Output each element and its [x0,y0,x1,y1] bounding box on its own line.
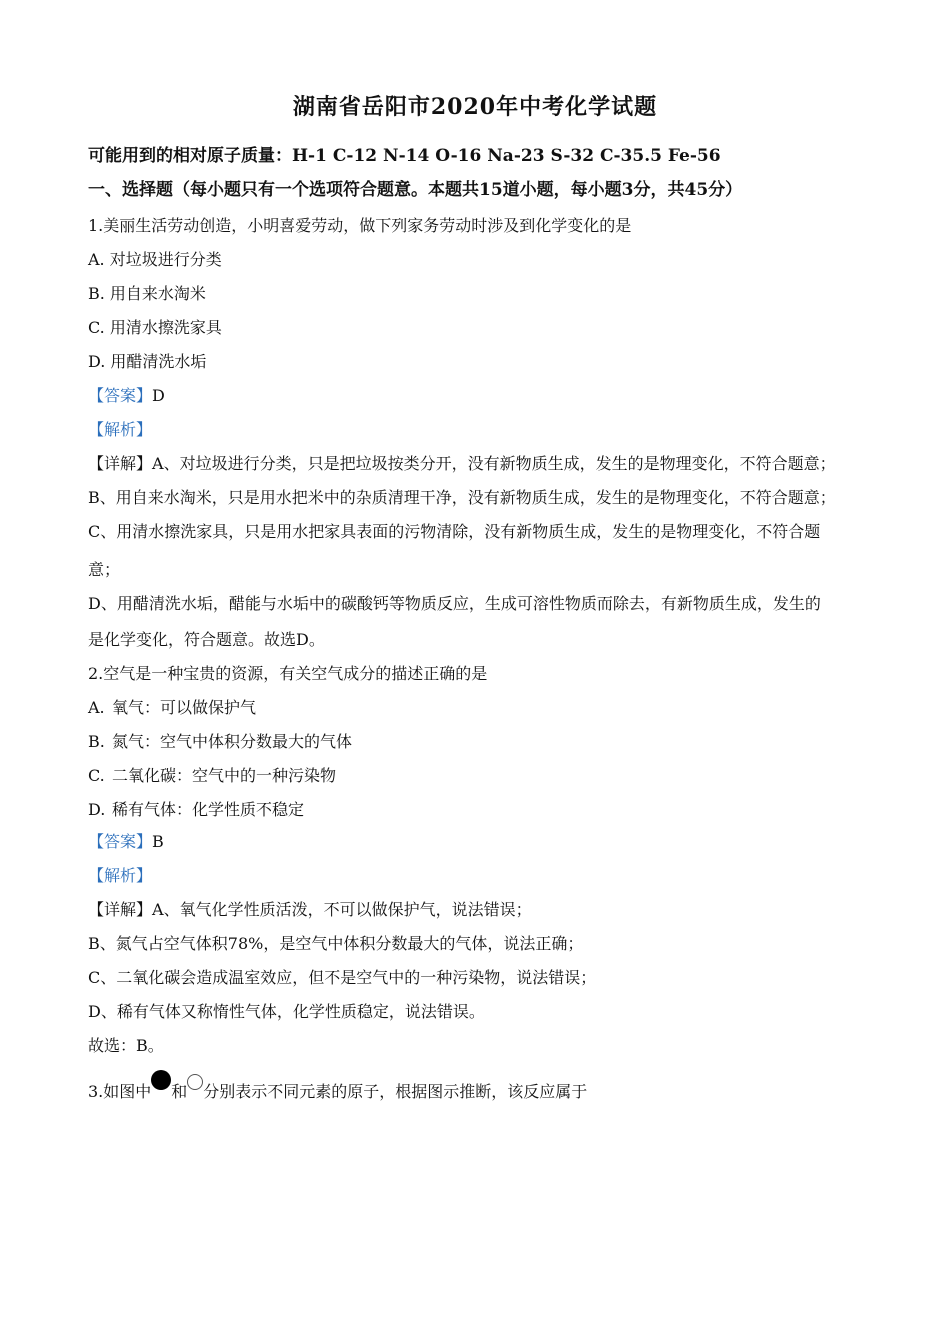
q1-detail-line: C、用清水擦洗家具，只是用水把家具表面的污物清除，没有新物质生成，发生的是物理变化，不符合题 [88,522,821,541]
q1-option-c: C. 用清水擦洗家具 [88,318,222,337]
q3-stem-after: 分别表示不同元素的原子，根据图示推断，该反应属于 [203,1082,588,1101]
detail-tag: 【详解】 [88,900,153,919]
atomic-masses: 可能用到的相对原子质量：H-1 C-12 N-14 O-16 Na-23 S-32 C-35.5 Fe-56 [88,146,721,166]
option-letter: B. [88,732,105,751]
q2-detail-line: C、二氧化碳会造成温室效应，但不是空气中的一种污染物，说法错误； [88,968,597,987]
answer-value: B [152,832,164,851]
q1-detail-line: 意； [88,560,121,579]
q2-stem: 2.空气是一种宝贵的资源，有关空气成分的描述正确的是 [88,664,488,683]
option-text: 氧气：可以做保护气 [112,698,257,717]
q2-option-d [88,800,304,820]
q1-analysis-tag: 【解析】 [88,420,153,439]
option-letter: A. [88,698,105,717]
q1-detail-line: D、用醋清洗水垢，醋能与水垢中的碳酸钙等物质反应，生成可溶性物质而除去，有新物质生成，发生的 [88,594,821,613]
q2-detail-line [88,900,532,920]
q2-analysis-tag: 【解析】 [88,866,153,885]
q2-detail-line: D、稀有气体又称惰性气体，化学性质稳定，说法错误。 [88,1002,485,1021]
q2-detail-line: B、氮气占空气体积78%，是空气中体积分数最大的气体，说法正确； [88,934,584,953]
answer-value: D [152,386,165,405]
q1-option-d: D. 用醋清洗水垢 [88,352,207,371]
q2-option-a [88,698,256,718]
q1-detail-line: 是化学变化，符合题意。故选D。 [88,630,325,649]
black-atom-icon [151,1070,171,1090]
option-text: 二氧化碳：空气中的一种污染物 [112,766,337,785]
q2-answer [88,832,164,852]
q2-detail-line: 故选：B。 [88,1036,164,1055]
q1-detail-line [88,454,836,474]
q1-option-b: B. 用自来水淘米 [88,284,206,303]
q3-stem [88,1082,587,1102]
q3-stem-before: 3.如图中 [88,1082,152,1101]
option-letter: C. [88,766,105,785]
detail-text: A、对垃圾进行分类，只是把垃圾按类分开，没有新物质生成，发生的是物理变化，不符合题意； [152,454,836,473]
option-letter: D. [88,800,106,819]
answer-tag: 【答案】 [88,386,153,405]
detail-text: A、氧气化学性质活泼，不可以做保护气，说法错误； [152,900,532,919]
q1-answer [88,386,165,406]
detail-tag: 【详解】 [88,454,153,473]
option-text: 氮气：空气中体积分数最大的气体 [112,732,353,751]
option-text: 稀有气体：化学性质不稳定 [112,800,305,819]
white-atom-icon [187,1074,203,1090]
q1-option-a: A. 对垃圾进行分类 [88,250,222,269]
page-title: 湖南省岳阳市2020年中考化学试题 [292,94,658,120]
q2-option-c [88,766,336,786]
q1-detail-line: B、用自来水淘米，只是用水把米中的杂质清理干净，没有新物质生成，发生的是物理变化，不符合题意； [88,488,836,507]
answer-tag: 【答案】 [88,832,153,851]
q2-option-b [88,732,352,752]
q3-stem-middle: 和 [171,1082,188,1101]
q1-stem: 1.美丽生活劳动创造，小明喜爱劳动，做下列家务劳动时涉及到化学变化的是 [88,216,632,235]
section-heading: 一、选择题（每小题只有一个选项符合题意。本题共15道小题，每小题3分，共45分） [88,180,743,200]
